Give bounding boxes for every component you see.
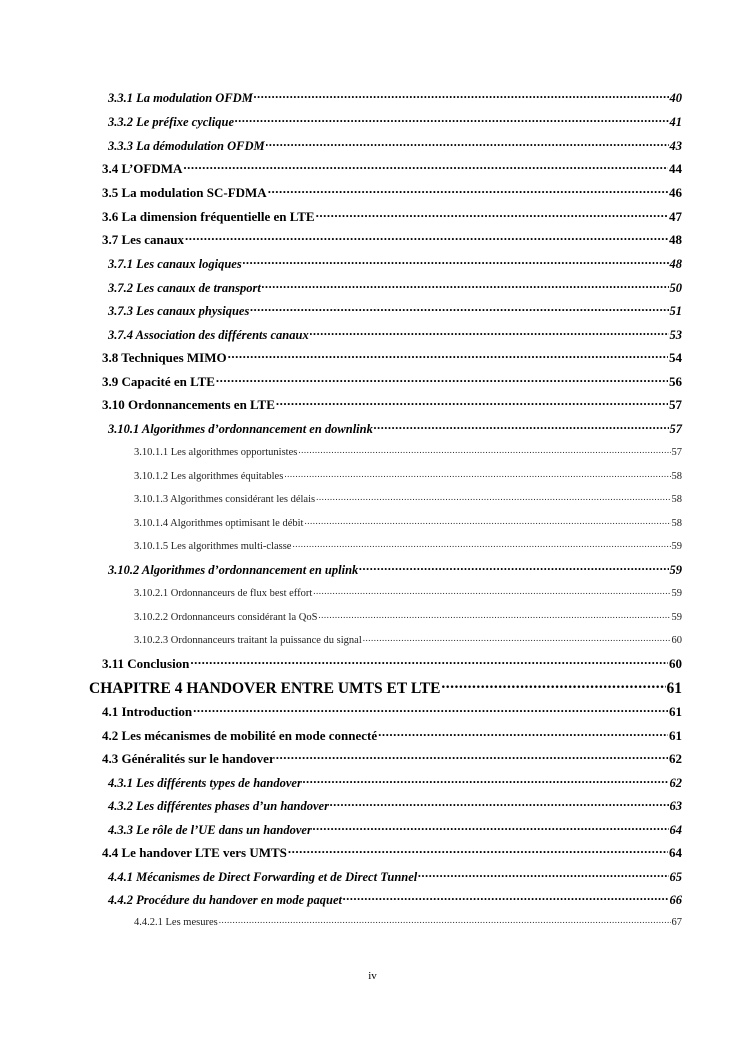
toc-label: 3.10.1.1 Les algorithmes opportunistes	[134, 446, 298, 458]
toc-label: 3.6 La dimension fréquentielle en LTE	[102, 209, 315, 224]
toc-page: 57	[671, 446, 682, 458]
toc-page: 61	[669, 704, 682, 719]
toc-page: 61	[669, 728, 682, 743]
toc-label: 4.4.2.1 Les mesures	[134, 916, 218, 928]
toc-label: 3.7.2 Les canaux de transport	[108, 280, 261, 295]
toc-entry[interactable]	[102, 349, 682, 366]
toc-entry[interactable]	[102, 703, 682, 720]
toc-page: 67	[671, 916, 682, 928]
toc-page: 65	[669, 869, 682, 884]
toc-entry[interactable]	[108, 891, 682, 908]
dot-leader	[359, 561, 668, 574]
dot-leader	[316, 491, 670, 502]
toc-entry[interactable]	[134, 585, 682, 599]
toc-label: 3.10 Ordonnancements en LTE	[102, 397, 275, 412]
dot-leader	[378, 727, 668, 740]
toc-label: 3.10.2.3 Ordonnanceurs traitant la puissance du signal	[134, 634, 362, 646]
toc-page: 43	[669, 138, 682, 153]
toc-label: 3.4 L’OFDMA	[102, 161, 183, 176]
toc-page: 63	[669, 798, 682, 813]
toc-entry[interactable]	[108, 89, 682, 106]
toc-entry[interactable]	[108, 326, 682, 343]
toc-label: 3.7.3 Les canaux physiques	[108, 303, 250, 318]
toc-label: 3.9 Capacité en LTE	[102, 374, 215, 389]
toc-entry[interactable]	[102, 208, 682, 225]
toc-label: 3.11 Conclusion	[102, 656, 190, 671]
dot-leader	[374, 420, 669, 433]
toc-label: 3.3.1 La modulation OFDM	[108, 90, 253, 105]
dot-leader	[254, 89, 669, 102]
toc-label: 3.5 La modulation SC-FDMA	[102, 185, 267, 200]
dot-leader	[292, 538, 670, 549]
toc-page: 59	[671, 540, 682, 552]
toc-page: 64	[669, 845, 682, 860]
toc-entry[interactable]	[134, 468, 682, 482]
dot-leader	[304, 515, 670, 526]
toc-entry[interactable]	[108, 821, 682, 838]
toc-page: 54	[669, 350, 682, 365]
toc-entry[interactable]	[102, 184, 682, 201]
toc-page: 50	[669, 280, 682, 295]
dot-leader	[313, 821, 669, 834]
toc-page: 41	[669, 114, 682, 129]
toc-entry[interactable]	[102, 231, 682, 248]
dot-leader	[303, 774, 669, 787]
toc-entry[interactable]	[108, 113, 682, 130]
toc-entry[interactable]	[134, 444, 682, 458]
dot-leader	[262, 279, 669, 292]
toc-entry[interactable]	[108, 137, 682, 154]
dot-leader	[310, 326, 669, 339]
toc-entry[interactable]	[102, 844, 682, 861]
toc-label: 3.8 Techniques MIMO	[102, 350, 227, 365]
toc-page: 48	[669, 256, 682, 271]
toc-label: 3.10.1 Algorithmes d’ordonnancement en downlink	[108, 421, 373, 436]
toc-entry[interactable]	[134, 609, 682, 623]
dot-leader	[441, 677, 665, 693]
toc-page: 53	[669, 327, 682, 342]
dot-leader	[183, 160, 668, 173]
toc-page: 58	[671, 470, 682, 482]
dot-leader	[185, 231, 668, 244]
dot-leader	[276, 396, 668, 409]
toc-label: CHAPITRE 4 HANDOVER ENTRE UMTS ET LTE	[89, 679, 441, 697]
dot-leader	[190, 655, 668, 668]
toc-label: 3.3.2 Le préfixe cyclique	[108, 114, 234, 129]
toc-label: 4.4.2 Procédure du handover en mode paquet	[108, 892, 343, 907]
toc-page: 59	[671, 587, 682, 599]
toc-page: 60	[669, 656, 682, 671]
dot-leader	[250, 302, 668, 315]
toc-page: 62	[669, 775, 682, 790]
toc-page: 46	[669, 185, 682, 200]
toc-entry[interactable]	[102, 373, 682, 390]
toc-label: 4.1 Introduction	[102, 704, 193, 719]
toc-page: 51	[669, 303, 682, 318]
toc-label: 4.4.1 Mécanismes de Direct Forwarding et de Direct Tunnel	[108, 869, 418, 884]
toc-page: 56	[669, 374, 682, 389]
page-number: iv	[368, 970, 377, 982]
toc-label: 3.10.1.3 Algorithmes considérant les délais	[134, 493, 316, 505]
toc-page: 60	[671, 634, 682, 646]
toc-entry[interactable]	[102, 396, 682, 413]
toc-entry[interactable]	[102, 655, 682, 672]
dot-leader	[313, 585, 670, 596]
toc-label: 3.10.2.1 Ordonnanceurs de flux best effort	[134, 587, 313, 599]
dot-leader	[193, 703, 668, 716]
toc-label: 4.2 Les mécanismes de mobilité en mode connecté	[102, 728, 378, 743]
toc-page: 59	[671, 611, 682, 623]
toc-entry[interactable]	[102, 750, 682, 767]
toc-entry[interactable]	[108, 774, 682, 791]
toc-entry[interactable]	[108, 255, 682, 272]
toc-entry[interactable]	[134, 491, 682, 505]
toc-entry[interactable]	[134, 515, 682, 529]
toc-label: 3.7.1 Les canaux logiques	[108, 256, 242, 271]
toc-entry[interactable]	[102, 727, 682, 744]
toc-label: 4.3.1 Les différents types de handover	[108, 775, 302, 790]
dot-leader	[288, 844, 668, 857]
toc-entry[interactable]	[134, 632, 682, 646]
dot-leader	[266, 137, 669, 150]
dot-leader	[418, 868, 668, 881]
toc-label: 4.3 Généralités sur le handover	[102, 751, 275, 766]
toc-entry[interactable]	[108, 420, 682, 437]
dot-leader	[216, 373, 668, 386]
toc-page: 59	[669, 562, 682, 577]
toc-entry[interactable]	[134, 538, 682, 552]
toc-page: 47	[669, 209, 682, 224]
toc-page: 58	[671, 517, 682, 529]
toc-page: 44	[669, 161, 682, 176]
dot-leader	[316, 208, 668, 221]
toc-label: 3.10.1.4 Algorithmes optimisant le débit	[134, 517, 304, 529]
dot-leader	[284, 468, 670, 479]
toc-label: 3.7.4 Association des différents canaux	[108, 327, 309, 342]
toc-label: 3.10.1.2 Les algorithmes équitables	[134, 470, 284, 482]
toc-entry[interactable]	[134, 914, 682, 928]
dot-leader	[276, 750, 668, 763]
dot-leader	[219, 914, 671, 925]
toc-page: 57	[669, 421, 682, 436]
dot-leader	[363, 632, 671, 643]
toc-page: 66	[669, 892, 682, 907]
toc-entry[interactable]	[108, 797, 682, 814]
toc-label: 4.3.3 Le rôle de l’UE dans un handover	[108, 822, 312, 837]
dot-leader	[298, 444, 670, 455]
toc-label: 3.3.3 La démodulation OFDM	[108, 138, 265, 153]
toc-entry[interactable]	[108, 561, 682, 578]
toc-page: 57	[669, 397, 682, 412]
toc-entry[interactable]	[102, 160, 682, 177]
toc-label: 3.10.2.2 Ordonnanceurs considérant la QoS	[134, 611, 318, 623]
toc-label: 3.10.2 Algorithmes d’ordonnancement en uplink	[108, 562, 359, 577]
toc-page: 62	[669, 751, 682, 766]
toc-page: 40	[669, 90, 682, 105]
dot-leader	[228, 349, 668, 362]
toc-label: 4.3.2 Les différentes phases d’un handover	[108, 798, 329, 813]
toc-label: 4.4 Le handover LTE vers UMTS	[102, 845, 287, 860]
dot-leader	[318, 609, 670, 620]
toc-chapter-entry[interactable]	[89, 677, 682, 698]
dot-leader	[330, 797, 669, 810]
toc-entry[interactable]	[108, 868, 682, 885]
toc-page: 48	[669, 232, 682, 247]
dot-leader	[243, 255, 669, 268]
toc-page: 58	[671, 493, 682, 505]
dot-leader	[235, 113, 669, 126]
dot-leader	[268, 184, 668, 197]
toc-page: 64	[669, 822, 682, 837]
toc-label: 3.7 Les canaux	[102, 232, 184, 247]
toc-label: 3.10.1.5 Les algorithmes multi-classe	[134, 540, 292, 552]
toc-entry[interactable]	[108, 302, 682, 319]
toc-entry[interactable]	[108, 279, 682, 296]
toc-page: 61	[666, 679, 682, 697]
dot-leader	[343, 891, 668, 904]
